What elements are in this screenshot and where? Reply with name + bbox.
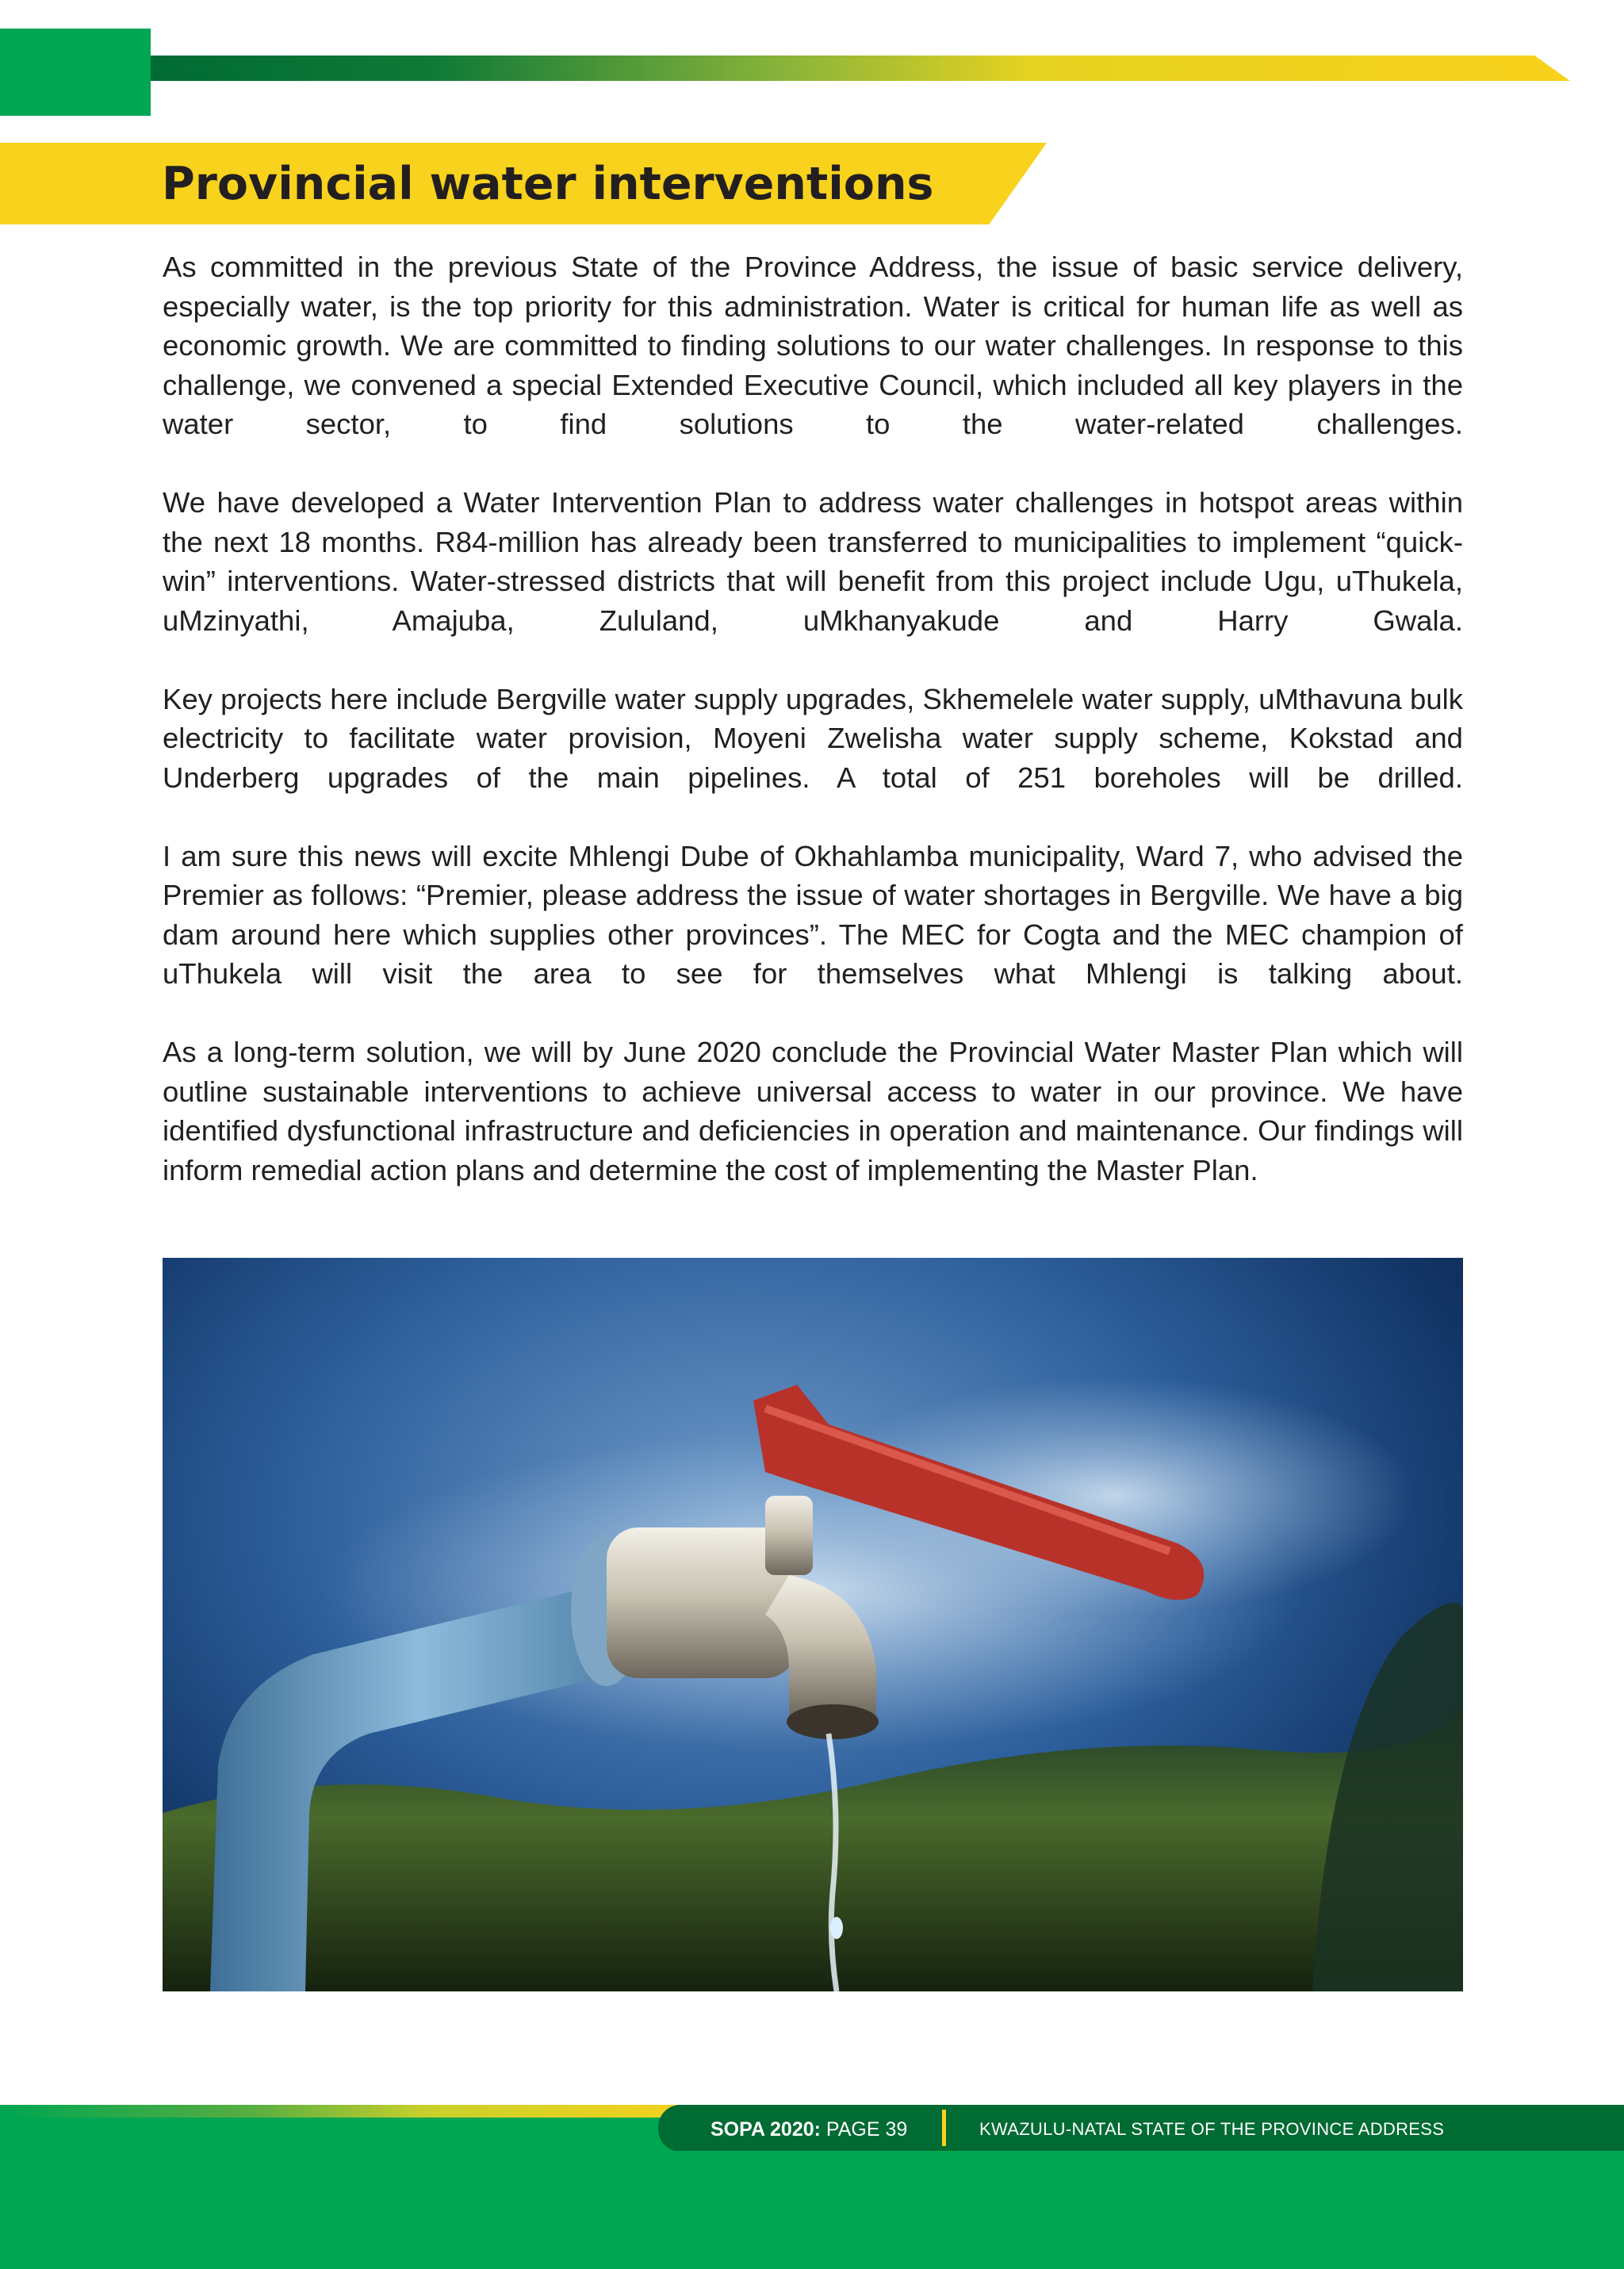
- water-tap-photo: [163, 1258, 1463, 1991]
- top-gradient-bar: [151, 56, 1570, 81]
- footer-page-number: PAGE 39: [825, 2118, 908, 2141]
- paragraph-3: Key projects here include Bergville water supply upgrades, Skhemelele water supply, uMthavuna bulk electricity to facilitate water provision, Moyeni Zwelisha water supply scheme, Kokstad and Underberg upgrades of the main pipelines. A total of 251 boreholes will be drilled.: [163, 682, 1463, 794]
- footer-divider: [942, 2110, 946, 2146]
- water-drop: [830, 1917, 843, 1939]
- page-title: Provincial water interventions: [162, 158, 934, 210]
- spout-opening: [787, 1704, 879, 1739]
- footer-page-info: [710, 2112, 907, 2147]
- footer-gradient-stripe: [0, 2105, 714, 2118]
- paragraph-5: As a long-term solution, we will by June 2020 conclude the Provincial Water Master Plan which will outline sustainable interventions to achieve universal access to water in our province. We have identified dysfunctional infrastructure and deficiencies in operation and maintenance. Our findings will inform remedial action plans and determine the cost of implementing the Master Plan.: [163, 1036, 1463, 1186]
- footer-doc-label: SOPA 2020:: [710, 2118, 821, 2141]
- top-green-square: [0, 29, 151, 116]
- footer-address: KWAZULU-NATAL STATE OF THE PROVINCE ADDRESS: [979, 2119, 1445, 2139]
- paragraph-4: I am sure this news will excite Mhlengi Dube of Okhahlamba municipality, Ward 7, who advised the Premier as follows: “Premier, please address the issue of water shortages in Bergville. We have a big dam around here which supplies other provinces”. The MEC for Cogta and the MEC champion of uThukela will visit the area to see for themselves what Mhlengi is talking about.: [163, 839, 1463, 990]
- article-body: [163, 247, 1463, 1190]
- footer-green-left: [0, 2118, 682, 2151]
- paragraph-1: As committed in the previous State of the Province Address, the issue of basic service delivery, especially water, is the top priority for this administration. Water is critical for human life as well as economic growth. We are committed to finding solutions to our water challenges. In response to this challenge, we convened a special Extended Executive Council, which included all key players in the water sector, to find solutions to the water-related challenges.: [163, 251, 1463, 440]
- footer-green-band: [0, 2151, 1624, 2269]
- water-tap-illustration: [163, 1258, 1463, 1991]
- paragraph-2: We have developed a Water Intervention Plan to address water challenges in hotspot areas within the next 18 months. R84-million has already been transferred to municipalities to implement “quick-win” interventions. Water-stressed districts that will benefit from this project include Ugu, uThukela, uMzinyathi, Amajuba, Zululand, uMkhanyakude and Harry Gwala.: [163, 486, 1463, 637]
- tap-stem: [765, 1496, 813, 1575]
